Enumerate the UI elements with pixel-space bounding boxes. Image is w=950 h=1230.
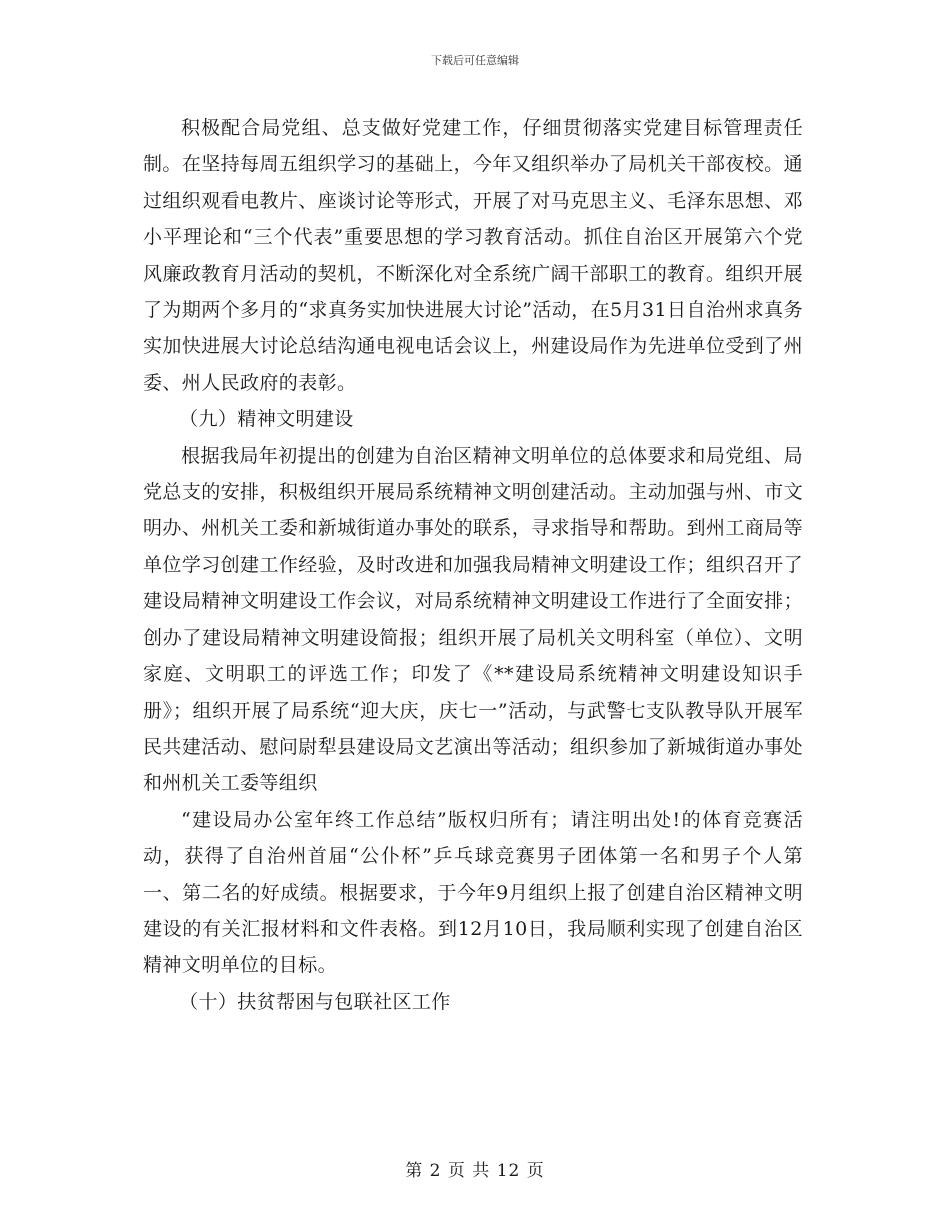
page-number: 第 2 页 共 12 页 [405, 1161, 545, 1181]
document-body [143, 110, 803, 1020]
section-heading-spiritual-civilization: （九）精神文明建设 [179, 408, 354, 431]
paragraph-sports-activities: “建设局办公室年终工作总结”版权归所有；请注明出处!的体育竞赛活动，获得了自治州首届“公仆杯”乒乓球竞赛男子团体第一名和男子个人第一、第二名的好成绩。根据要求，于今年9月组织上报了创建自治区精神文明建设的有关汇报材料和文件表格。到12月10日，我局顺利实现了创建自治区精神文明单位的目标。 [143, 808, 803, 977]
paragraph-party-building: 积极配合局党组、总支做好党建工作，仔细贯彻落实党建目标管理责任制。在坚持每周五组织学习的基础上，今年又组织举办了局机关干部夜校。通过组织观看电教片、座谈讨论等形式，开展了对马克思主义、毛泽东思想、邓小平理论和“三个代表”重要思想的学习教育活动。抓住自治区开展第六个党风廉政教育月活动的契机，不断深化对全系统广阔干部职工的教育。组织开展了为期两个多月的“求真务实加快进展大讨论”活动，在5月31日自治州求真务实加快进展大讨论总结沟通电视电话会议上，州建设局作为先进单位受到了州委、州人民政府的表彰。 [143, 117, 803, 394]
page-header-note: 下载后可任意编辑 [431, 54, 519, 67]
paragraph-spiritual-civilization: 根据我局年初提出的创建为自治区精神文明单位的总体要求和局党组、局党总支的安排，积极组织开展局系统精神文明创建活动。主动加强与州、市文明办、州机关工委和新城街道办事处的联系，寻求指导和帮助。到州工商局等单位学习创建工作经验，及时改进和加强我局精神文明建设工作；组织召开了建设局精神文明建设工作会议，对局系统精神文明建设工作进行了全面安排；创办了建设局精神文明建设简报；组织开展了局机关文明科室（单位）、文明家庭、文明职工的评选工作；印发了《**建设局系统精神文明建设知识手册》；组织开展了局系统“迎大庆，庆七一”活动，与武警七支队教导队开展军民共建活动、慰问尉犁县建设局文艺演出等活动；组织参加了新城街道办事处和州机关工委等组织 [143, 444, 803, 795]
section-heading-poverty-alleviation: （十）扶贫帮困与包联社区工作 [179, 990, 451, 1013]
